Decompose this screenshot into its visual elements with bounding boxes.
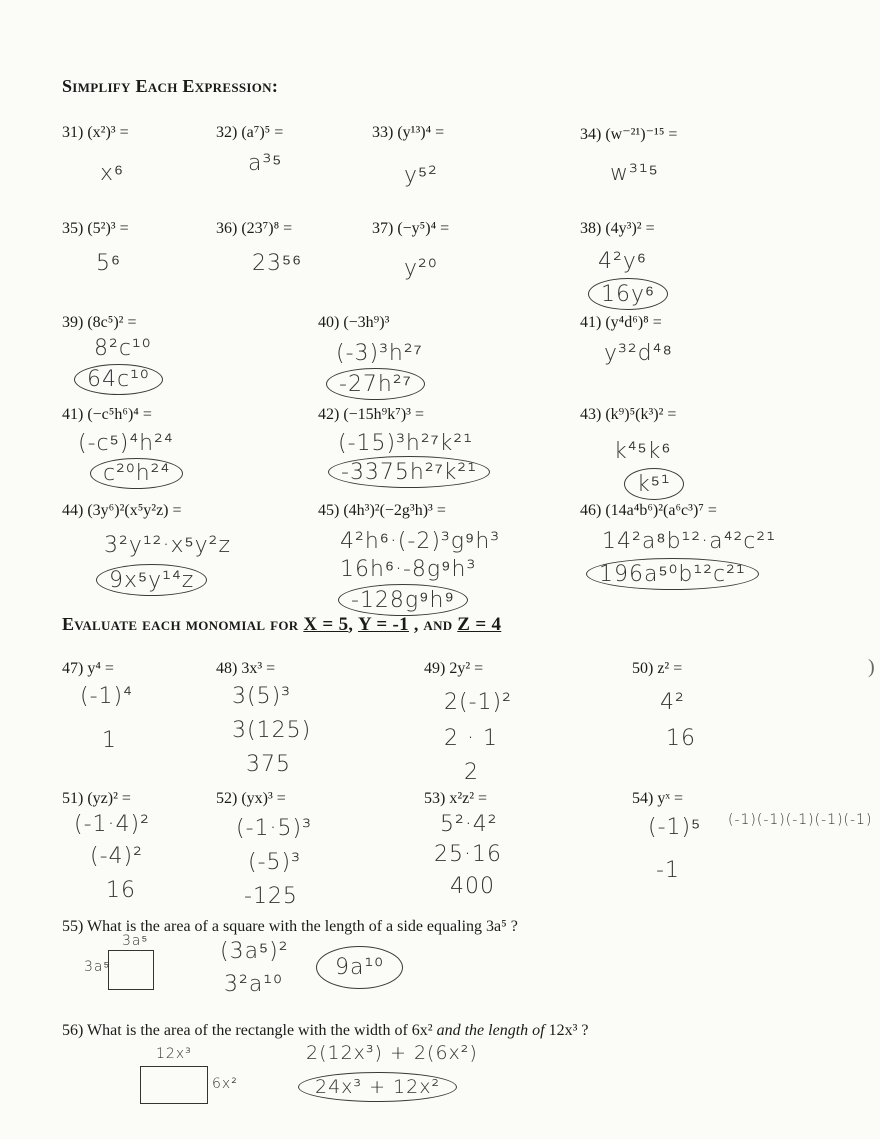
problem-43-work-1: k⁴⁵k⁶ (614, 439, 672, 464)
problem-48-label: 48) 3x³ = (216, 660, 276, 677)
question-56-answer: 24x³ + 12x² (298, 1072, 457, 1102)
problem-54-label: 54) yˣ = (632, 790, 683, 807)
problem-41b-work-1: (-c⁵)⁴h²⁴ (78, 431, 174, 456)
question-56-text-c: 12x³ ? (548, 1022, 589, 1039)
z-value: Z = 4 (457, 614, 502, 635)
problem-41b-label: 41) (−c⁵h⁶)⁴ = (62, 406, 152, 423)
question-56-text-b: and the length of (436, 1022, 545, 1039)
problem-36-label: 36) (23⁷)⁸ = (216, 220, 293, 237)
question-56-rect-sketch (140, 1066, 208, 1104)
question-56-rect-side-label: 6x² (212, 1076, 238, 1092)
problem-46-work-1: 14²a⁸b¹²·a⁴²c²¹ (602, 529, 777, 554)
problem-32-label: 32) (a⁷)⁵ = (216, 124, 284, 141)
problem-48-work-2: 3(125) (232, 718, 312, 743)
problem-49-label: 49) 2y² = (424, 660, 484, 677)
problem-52-work-1: (-1·5)³ (236, 816, 312, 841)
problem-48-work-3: 375 (246, 752, 291, 777)
question-55-work-2: 3²a¹⁰ (224, 972, 283, 997)
evaluate-heading-text: Evaluate each monomial for (62, 614, 299, 634)
problem-40-answer: -27h²⁷ (326, 368, 425, 400)
problem-34-label: 34) (w⁻²¹)⁻¹⁵ = (580, 126, 678, 143)
problem-44-label: 44) (3y⁶)²(x⁵y²z) = (62, 502, 182, 519)
stray-paren-mark: ) (868, 656, 875, 678)
problem-53-work-1: 5²·4² (440, 812, 498, 837)
problem-52-work-3: -125 (244, 884, 298, 909)
section-heading-evaluate: Evaluate each monomial for X = 5, Y = -1 , and Z = 4 (62, 614, 502, 635)
problem-47-work-1: (-1)⁴ (80, 684, 133, 709)
and-text: , and (413, 614, 453, 634)
question-55-square-side-label: 3a⁵ (84, 959, 111, 975)
problem-45-work-2: 16h⁶·-8g⁹h³ (340, 557, 477, 582)
problem-49-work-3: 2 (464, 760, 479, 785)
problem-49-work-1: 2(-1)² (444, 690, 512, 715)
y-value: Y = -1 (358, 614, 409, 635)
problem-53-work-2: 25·16 (434, 842, 502, 867)
problem-53-label: 53) x²z² = (424, 790, 488, 807)
x-value: X = 5 (303, 614, 349, 635)
problem-37-work: y²⁰ (404, 256, 438, 281)
problem-51-work-2: (-4)² (90, 844, 143, 869)
problem-47-label: 47) y⁴ = (62, 660, 114, 677)
question-55-answer: 9a¹⁰ (316, 946, 403, 989)
problem-31-label: 31) (x²)³ = (62, 124, 129, 141)
problem-38-answer: 16y⁶ (588, 278, 668, 310)
problem-49-work-2: 2 · 1 (444, 726, 498, 751)
problem-44-work-1: 3²y¹²·x⁵y²z (104, 533, 231, 558)
problem-34-work: w³¹⁵ (610, 161, 659, 186)
problem-44-answer: 9x⁵y¹⁴z (96, 564, 207, 596)
problem-37-label: 37) (−y⁵)⁴ = (372, 220, 450, 237)
problem-51-label: 51) (yz)² = (62, 790, 131, 807)
problem-54-work-2: (-1)(-1)(-1)(-1)(-1) (728, 812, 873, 828)
problem-42-label: 42) (−15h⁹k⁷)³ = (318, 406, 424, 423)
question-56-text-a: 56) What is the area of the rectangle with the width of 6x² (62, 1022, 433, 1039)
problem-39-label: 39) (8c⁵)² = (62, 314, 137, 331)
problem-43-answer: k⁵¹ (624, 468, 684, 500)
problem-33-label: 33) (y¹³)⁴ = (372, 124, 445, 141)
question-55-text: 55) What is the area of a square with the length of a side equaling 3a⁵ ? (62, 918, 518, 935)
problem-40-label: 40) (−3h⁹)³ (318, 314, 390, 331)
problem-42-answer: -3375h²⁷k²¹ (328, 456, 490, 488)
problem-48-work-1: 3(5)³ (232, 684, 291, 709)
problem-41b-answer: c²⁰h²⁴ (90, 458, 183, 489)
problem-52-work-2: (-5)³ (248, 850, 301, 875)
problem-47-work-2: 1 (102, 728, 117, 753)
problem-54-work-3: -1 (656, 858, 680, 883)
problem-41a-label: 41) (y⁴d⁶)⁸ = (580, 314, 662, 331)
question-56-work: 2(12x³) + 2(6x²) (306, 1042, 478, 1064)
problem-38-label: 38) (4y³)² = (580, 220, 655, 237)
question-56-text (62, 1022, 589, 1040)
problem-31-work: x⁶ (100, 161, 125, 186)
problem-50-work-2: 16 (666, 726, 696, 751)
problem-53-work-3: 400 (450, 874, 495, 899)
problem-38-work-1: 4²y⁶ (598, 249, 647, 274)
question-56-rect-top-label: 12x³ (156, 1046, 192, 1062)
section-heading-simplify: Simplify Each Expression: (62, 76, 279, 96)
problem-45-answer: -128g⁹h⁹ (338, 584, 468, 616)
problem-42-work-1: (-15)³h²⁷k²¹ (338, 431, 474, 456)
problem-45-label: 45) (4h³)²(−2g³h)³ = (318, 502, 446, 519)
problem-43-label: 43) (k⁹)⁵(k³)² = (580, 406, 677, 423)
problem-40-work-1: (-3)³h²⁷ (336, 341, 423, 366)
question-55-work-1: (3a⁵)² (220, 939, 289, 964)
problem-51-work-1: (-1·4)² (74, 812, 150, 837)
problem-54-work-1: (-1)⁵ (648, 815, 702, 840)
problem-33-work: y⁵² (404, 163, 438, 188)
problem-35-label: 35) (5²)³ = (62, 220, 129, 237)
problem-35-work: 5⁶ (96, 251, 122, 276)
problem-32-work: a³⁵ (248, 151, 283, 176)
problem-52-label: 52) (yx)³ = (216, 790, 286, 807)
problem-50-work-1: 4² (660, 690, 685, 715)
question-55-square-top-label: 3a⁵ (122, 933, 149, 949)
problem-41a-work: y³²d⁴⁸ (604, 341, 673, 366)
problem-46-label: 46) (14a⁴b⁶)²(a⁶c³)⁷ = (580, 502, 717, 519)
problem-36-work: 23⁵⁶ (252, 251, 303, 276)
question-55-square-sketch (108, 950, 154, 990)
problem-50-label: 50) z² = (632, 660, 683, 677)
problem-51-work-3: 16 (106, 878, 136, 903)
problem-45-work-1: 4²h⁶·(-2)³g⁹h³ (340, 529, 501, 554)
problem-39-work-1: 8²c¹⁰ (94, 336, 152, 361)
problem-39-answer: 64c¹⁰ (74, 364, 163, 395)
problem-46-answer: 196a⁵⁰b¹²c²¹ (586, 558, 759, 590)
